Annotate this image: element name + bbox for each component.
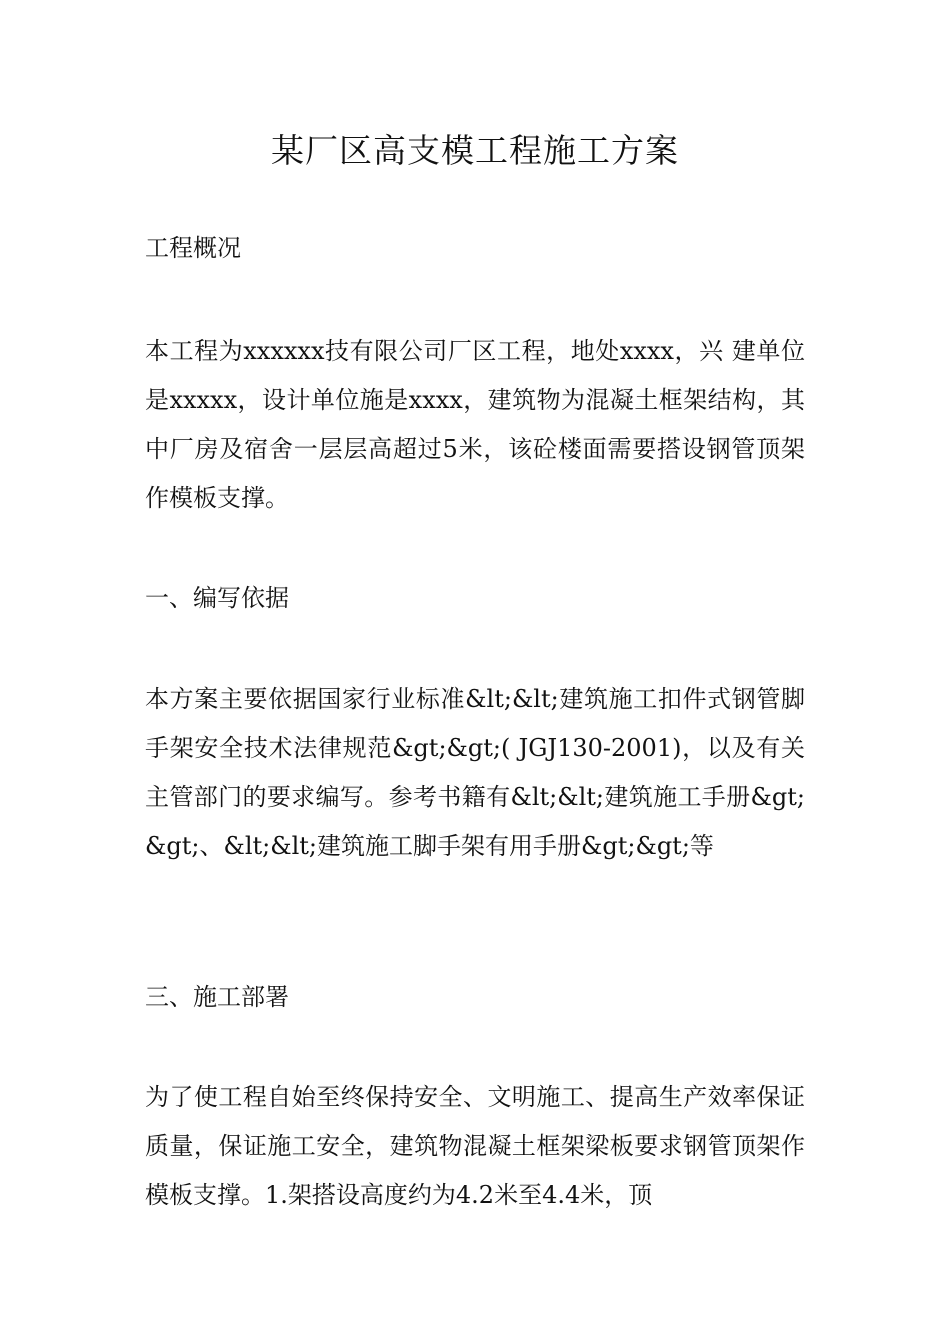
- section-body-basis: 本方案主要依据国家行业标准&lt;&lt;建筑施工扣件式钢管脚手架安全技术法律规范&gt;&gt;( JGJ130-2001)，以及有关主管部门的要求编写。参考书籍有&lt;&lt;建筑施工手册&gt;&gt;、&lt;&lt;建筑施工脚手架有用手册&gt;&gt;等: [145, 685, 805, 860]
- section-body-overview: 本工程为xxxxxx技有限公司厂区工程，地处xxxx，兴 建单位是xxxxx，设计单位施是xxxx，建筑物为混凝土框架结构，其中厂房及宿舍一层层高超过5米，该砼楼面需要搭设钢管顶架作模板支撑。: [145, 337, 805, 512]
- section-body-deployment: 为了使工程自始至终保持安全、文明施工、提高生产效率保证质量，保证施工安全，建筑物混凝土框架梁板要求钢管顶架作模板支撑。1.架搭设高度约为4.2米至4.4米，顶: [145, 1083, 805, 1209]
- section-heading-deployment: 三、施工部署: [145, 983, 289, 1011]
- document-title: 某厂区高支模工程施工方案: [271, 131, 679, 170]
- section-heading-overview: 工程概况: [145, 234, 241, 262]
- section-heading-basis: 一、编写依据: [145, 584, 289, 612]
